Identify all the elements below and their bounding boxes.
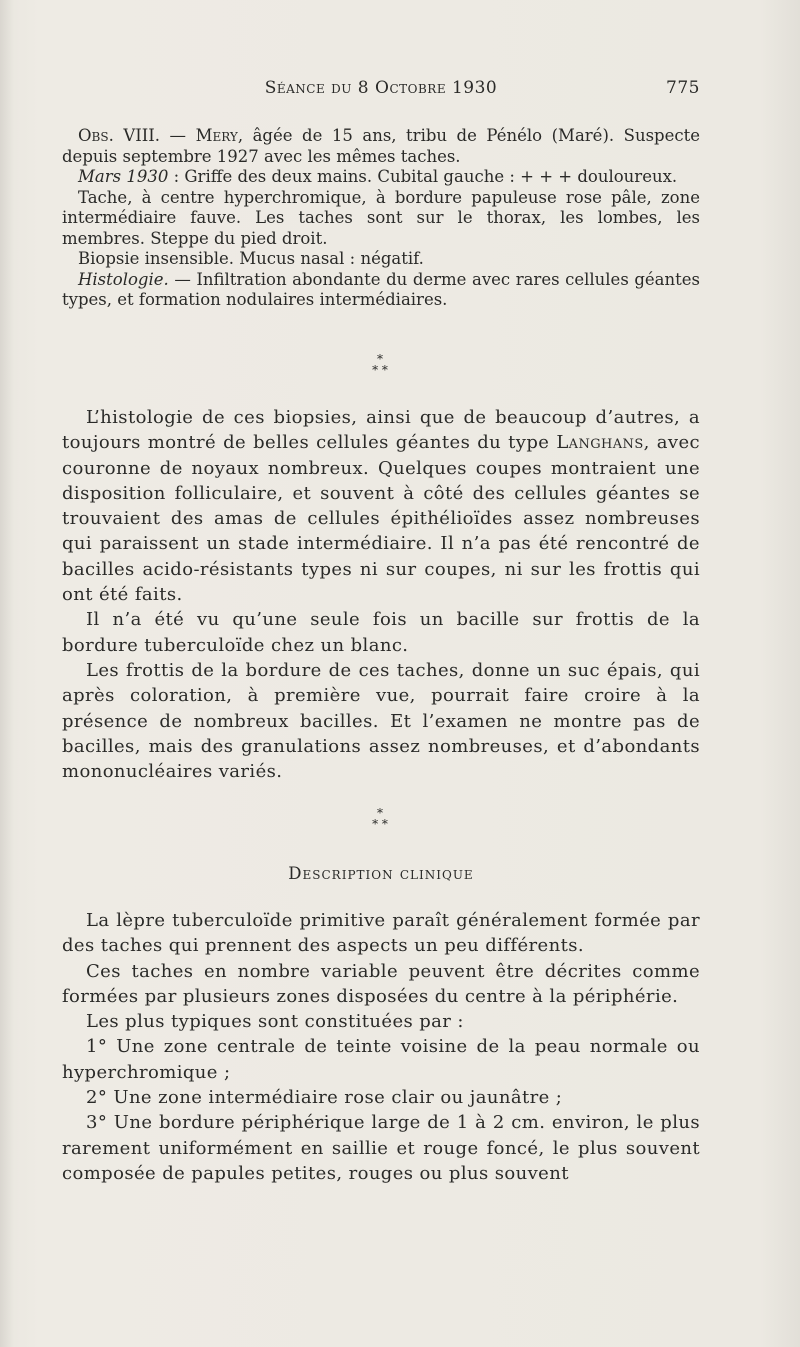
section-clinical <box>62 908 700 1186</box>
paragraph: Ces taches en nombre variable peuvent être décrites comme formées par plusieurs zones disposées du centre à la périphérie. <box>62 960 700 1007</box>
observation-intro: Obs. VIII. — Mery, âgée de 15 ans, tribu de Pénélo (Maré). Suspecte depuis septembre 1927 avec les mêmes taches. <box>62 126 700 166</box>
histologie-label: Histologie. <box>78 269 169 289</box>
patient-name: Mery <box>195 126 238 145</box>
paragraph: Les plus typiques sont constituées par : <box>86 1011 464 1033</box>
list-item: 3° Une bordure périphérique large de 1 à 2 cm. environ, le plus rarement uniformément en saillie et rouge foncé, le plus souvent composée de papules petites, rouges ou plus souvent <box>62 1112 700 1184</box>
separator-2: * * * <box>372 806 388 831</box>
observation-biopsie: Biopsie insensible. Mucus nasal : négatif. <box>78 249 424 268</box>
paragraph: Les frottis de la bordure de ces taches, donne un suc épais, qui après coloration, à première vue, pourrait faire croire à la présence de nombreux bacilles. Et l’examen ne montre pas de bacilles, mais des granulations assez nombreuses, et d’abondants mononucléaires variés. <box>62 659 700 783</box>
paragraph: L’histologie de ces biopsies, ainsi que de beaucoup d’autres, a toujours montré de belles cellules géantes du type Langhans, avec couronne de noyaux nombreux. Quelques coupes montraient une disposition folliculaire, et souvent à côté des cellules géantes se trouvaient des amas de cellules épithélioïdes assez nombreuses qui paraissent un stade intermédiaire. Il n’a pas été rencontré de bacilles acido-résistants types ni sur coupes, ni sur les frottis qui ont été faits. <box>62 407 701 606</box>
list-item: 2° Une zone intermédiaire rose clair ou jaunâtre ; <box>86 1087 563 1109</box>
obs-label: Obs. VIII. <box>78 126 161 145</box>
section-histology <box>62 405 700 784</box>
observation-histologie: Histologie. — Infiltration abondante du derme avec rares cellules géantes types, et formation nodulaires intermédiaires. <box>62 269 700 309</box>
running-title: Séance du 8 Octobre 1930 <box>264 78 498 98</box>
date-label: Mars 1930 <box>78 167 169 186</box>
paragraph: La lèpre tuberculoïde primitive paraît généralement formée par des taches qui prennent des aspects un peu différents. <box>62 910 700 957</box>
langhans-name: Langhans <box>556 432 644 454</box>
paragraph: Il n’a été vu qu’une seule fois un bacille sur frottis de la bordure tuberculoïde chez un blanc. <box>62 609 700 656</box>
list-item: 1° Une zone centrale de teinte voisine de la peau normale ou hyperchromique ; <box>62 1036 700 1083</box>
section-heading: Description clinique <box>288 864 474 883</box>
separator-1: * * * <box>372 352 388 377</box>
observation-date: Mars 1930 : Griffe des deux mains. Cubital gauche : + + + douloureux. <box>78 167 678 186</box>
observation-block <box>62 126 700 311</box>
running-head <box>62 78 700 100</box>
page-number: 775 <box>666 78 700 98</box>
observation-tache: Tache, à centre hyperchromique, à bordure papuleuse rose pâle, zone intermédiaire fauve. Les taches sont sur le thorax, les lombes, les membres. Steppe du pied droit. <box>62 187 700 248</box>
